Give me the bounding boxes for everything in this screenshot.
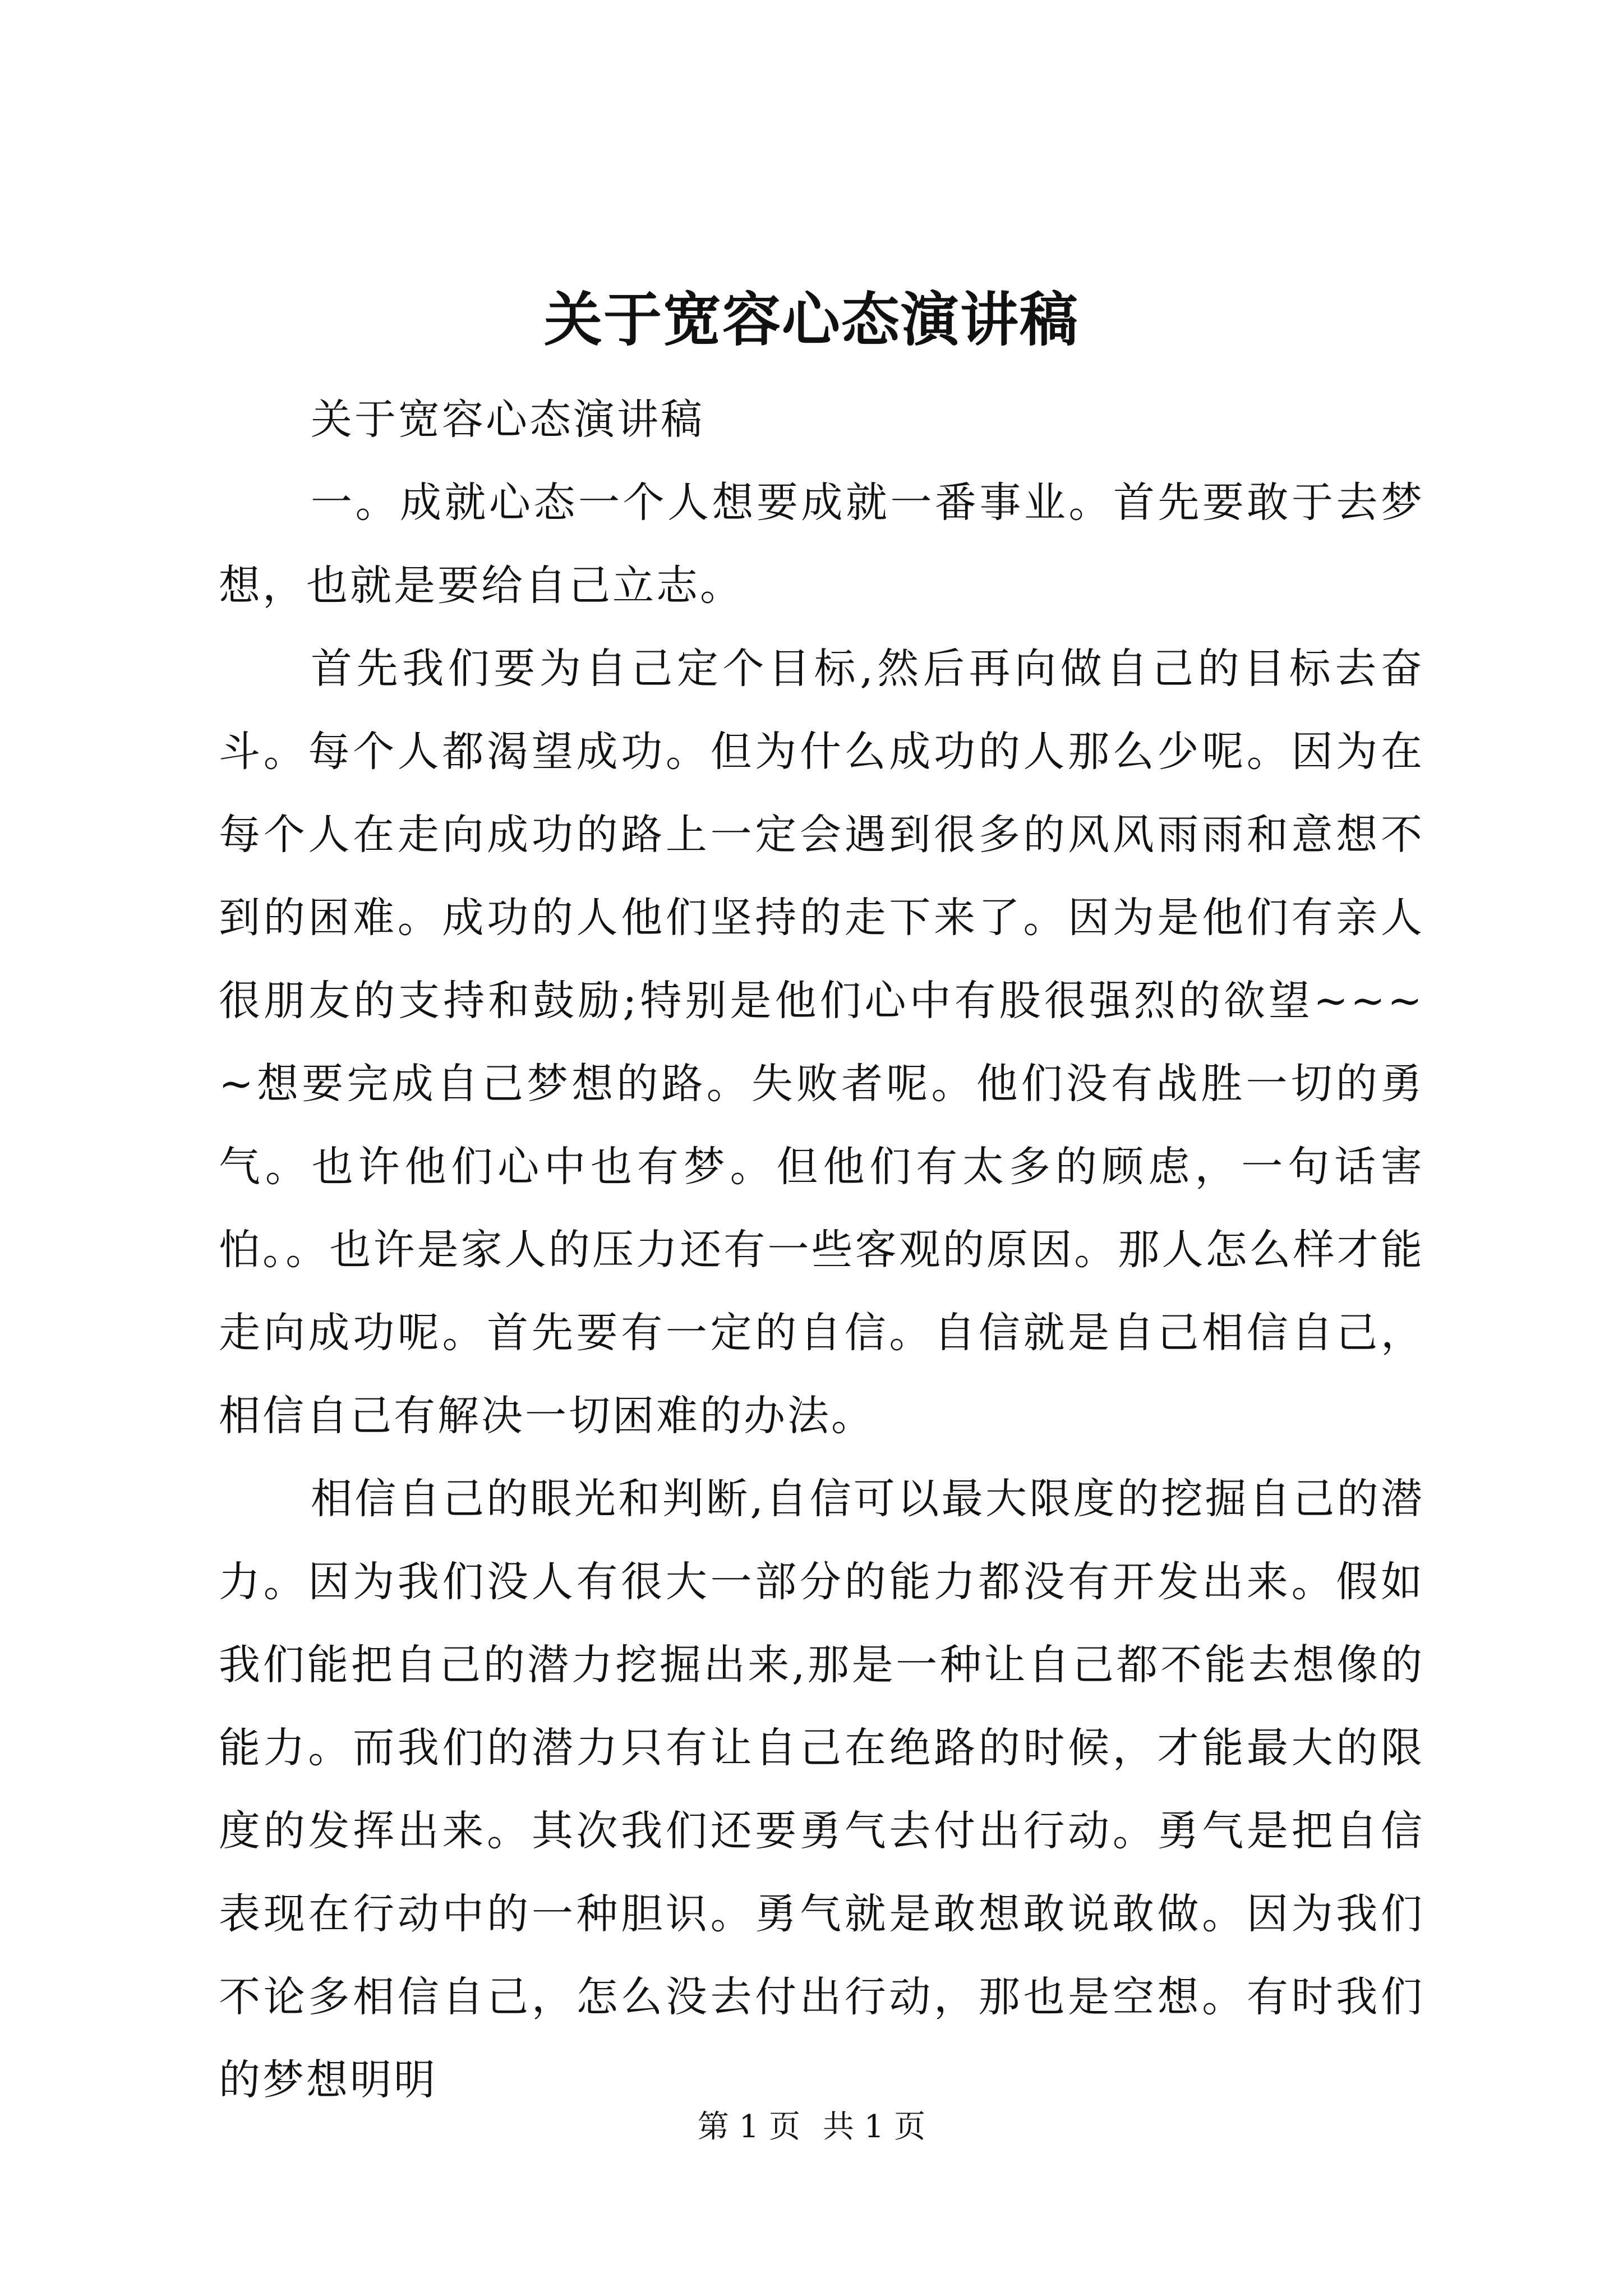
page-total-label: 共 1 页 [823, 2109, 926, 2145]
paragraph-2: 首先我们要为自己定个目标,然后再向做自己的目标去奋斗。每个人都渴望成功。但为什么成功的人那么少呢。因为在每个人在走向成功的路上一定会遇到很多的风风雨雨和意想不到的困难。成功的人他们坚持的走下来了。因为是他们有亲人很朋友的支持和鼓励;特别是他们心中有股很强烈的欲望~~~~想要完成自己梦想的路。失败者呢。他们没有战胜一切的勇气。也许他们心中也有梦。但他们有太多的顾虑，一句话害怕。。也许是家人的压力还有一些客观的原因。那人怎么样才能走向成功呢。首先要有一定的自信。自信就是自己相信自己，相信自己有解决一切困难的办法。 [219, 645, 1424, 1440]
page-footer [0, 2105, 1623, 2150]
document-body [219, 378, 1424, 2122]
document-title: 关于宽容心态演讲稿 [543, 285, 1079, 354]
paragraph-1: 一。成就心态一个人想要成就一番事业。首先要敢于去梦想，也就是要给自己立志。 [219, 478, 1424, 610]
paragraph-3: 相信自己的眼光和判断,自信可以最大限度的挖掘自己的潜力。因为我们没人有很大一部分的能力都没有开发出来。假如我们能把自己的潜力挖掘出来,那是一种让自己都不能去想像的能力。而我们的潜力只有让自己在绝路的时候，才能最大的限度的发挥出来。其次我们还要勇气去付出行动。勇气是把自信表现在行动中的一种胆识。勇气就是敢想敢说敢做。因为我们不论多相信自己，怎么没去付出行动，那也是空想。有时我们的梦想明明 [219, 1475, 1424, 2104]
paragraph-subtitle: 关于宽容心态演讲稿 [311, 395, 704, 444]
page-number-label: 第 1 页 [697, 2109, 800, 2145]
